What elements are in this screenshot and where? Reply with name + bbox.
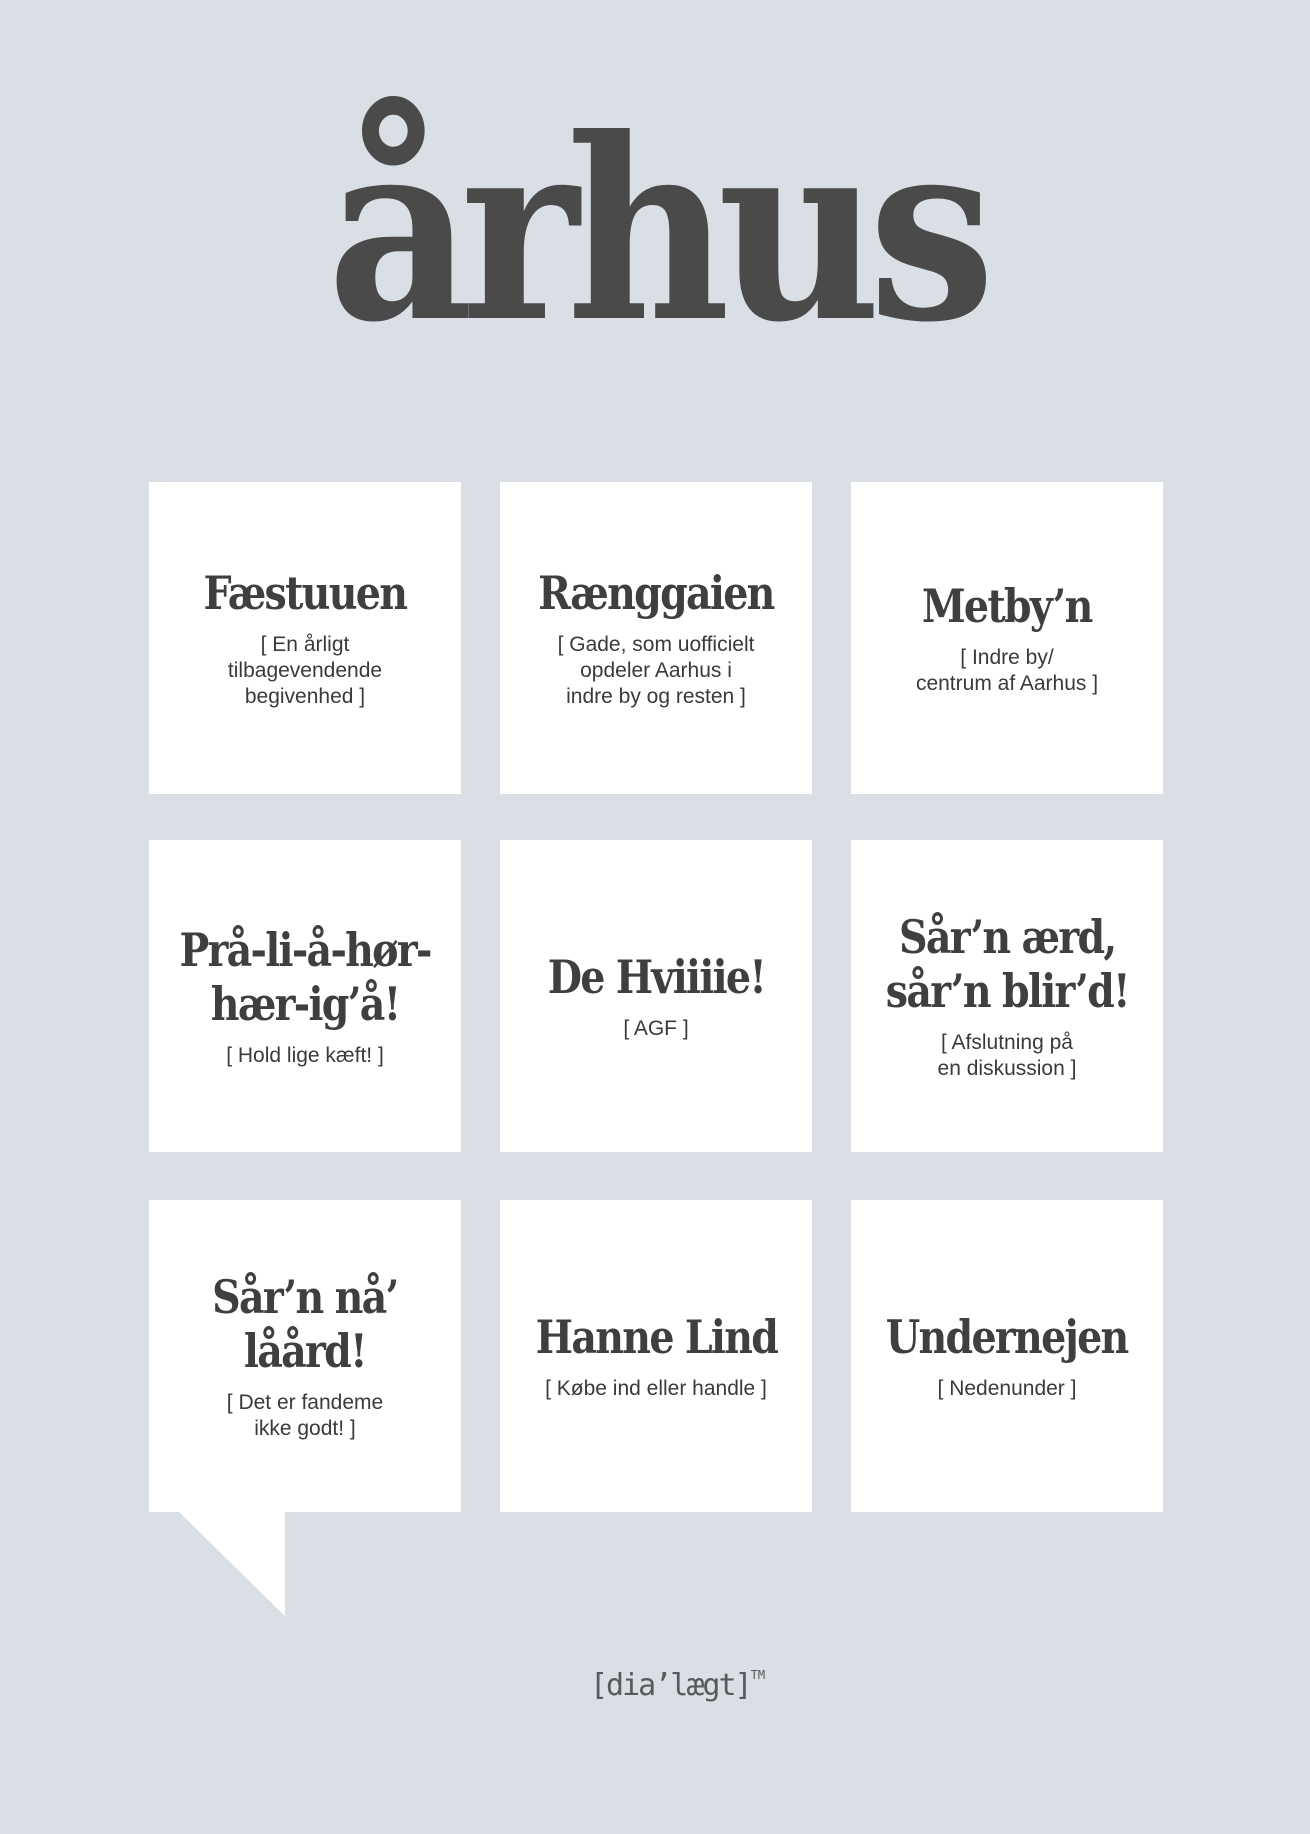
- dialect-word: Undernejen: [886, 1310, 1128, 1364]
- word-card: [149, 482, 461, 794]
- dialect-word: Sår’n nå’ låård!: [212, 1270, 398, 1378]
- word-meaning: [ Gade, som uofficielt opdeler Aarhus i indre by og resten ]: [557, 633, 755, 708]
- word-card: [851, 482, 1163, 794]
- dialect-word: Metby’n: [922, 579, 1092, 633]
- word-meaning: [ Afslutning på en diskussion ]: [937, 1031, 1077, 1080]
- word-card: [149, 840, 461, 1152]
- dialect-word: Rænggaien: [538, 566, 774, 620]
- word-meaning: [ En årligt tilbagevendende begivenhed ]: [227, 633, 383, 708]
- word-card: [851, 1200, 1163, 1512]
- dialect-word: De Hviiiie!: [547, 950, 765, 1004]
- word-card: [500, 482, 812, 794]
- word-meaning: [ Hold lige kæft! ]: [226, 1044, 384, 1067]
- brand-logo-text: [dia’lægt]: [590, 1668, 751, 1703]
- word-card: [149, 1200, 461, 1512]
- dialect-word: Prå-li-å-hør- hær-ig’å!: [179, 923, 431, 1031]
- word-meaning: [ Det er fandeme ikke godt! ]: [226, 1391, 384, 1440]
- poster-title: århus: [327, 83, 983, 377]
- word-meaning: [ AGF ]: [623, 1017, 689, 1040]
- word-grid: [149, 482, 1163, 1512]
- word-meaning: [ Købe ind eller handle ]: [545, 1377, 767, 1400]
- dialect-word: Sår’n ærd, sår’n blir’d!: [885, 910, 1129, 1018]
- brand-logo: [590, 1668, 766, 1728]
- word-card: [500, 1200, 812, 1512]
- trademark-mark: TM: [750, 1668, 766, 1682]
- dialect-word: Hanne Lind: [535, 1310, 777, 1364]
- dialect-word: Fæstuuen: [203, 566, 407, 620]
- word-meaning: [ Nedenunder ]: [937, 1377, 1077, 1400]
- speech-bubble-tail: [149, 1512, 289, 1616]
- word-meaning: [ Indre by/ centrum af Aarhus ]: [915, 646, 1099, 695]
- word-card: [500, 840, 812, 1152]
- word-card: [851, 840, 1163, 1152]
